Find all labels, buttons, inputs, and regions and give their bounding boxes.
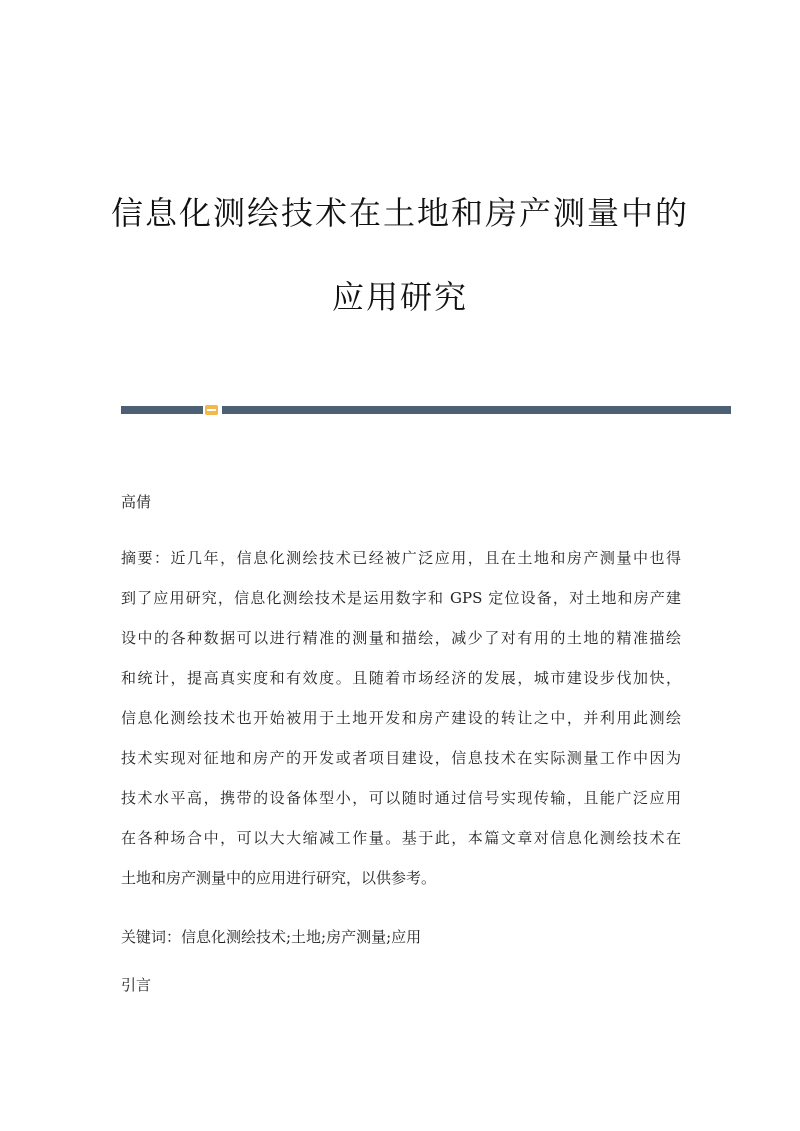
abstract-line: 设中的各种数据可以进行精准的测量和描绘，减少了对有用的土地的精准描绘 <box>121 629 681 647</box>
abstract-line: 在各种场合中，可以大大缩减工作量。基于此，本篇文章对信息化测绘技术在 <box>121 829 681 847</box>
abstract-line: 土地和房产测量中的应用进行研究，以供参考。 <box>121 869 437 887</box>
abstract-line: 到了应用研究，信息化测绘技术是运用数字和 GPS 定位设备，对土地和房产建 <box>121 589 681 607</box>
document-title-line-1: 信息化测绘技术在土地和房产测量中的 <box>110 194 689 232</box>
divider-emblem-icon <box>205 405 218 415</box>
keywords-line: 关键词：信息化测绘技术;土地;房产测量;应用 <box>121 928 422 946</box>
document-title-line-2: 应用研究 <box>331 278 468 316</box>
abstract-line: 技术水平高，携带的设备体型小，可以随时通过信号实现传输，且能广泛应用 <box>121 789 681 807</box>
abstract-line: 和统计，提高真实度和有效度。且随着市场经济的发展，城市建设步伐加快， <box>121 669 681 687</box>
author-name: 高倩 <box>121 493 152 511</box>
intro-heading: 引言 <box>121 976 152 994</box>
abstract-paragraph <box>121 538 681 898</box>
title-divider-left <box>121 406 203 414</box>
abstract-line: 技术实现对征地和房产的开发或者项目建设，信息技术在实际测量工作中因为 <box>121 749 681 767</box>
title-divider-right <box>222 406 731 414</box>
abstract-line: 信息化测绘技术也开始被用于土地开发和房产建设的转让之中，并利用此测绘 <box>121 709 681 727</box>
abstract-line: 摘要：近几年，信息化测绘技术已经被广泛应用，且在土地和房产测量中也得 <box>121 549 681 567</box>
